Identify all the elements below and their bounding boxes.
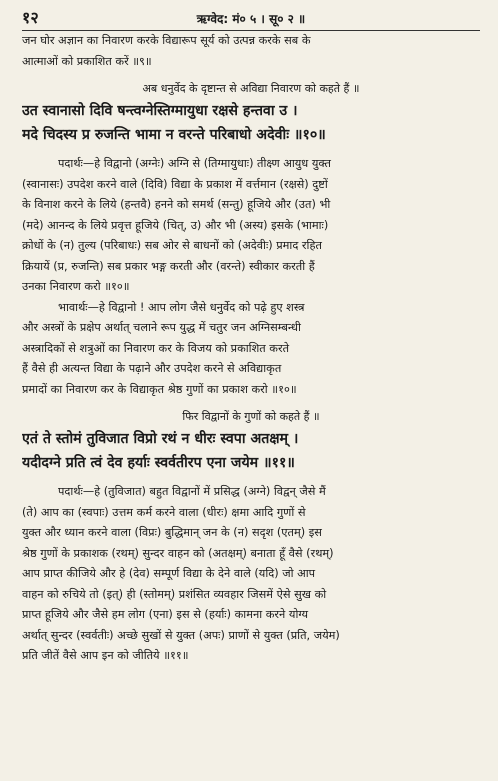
padartha-line: (ते) आप का (स्वपाः) उत्तम कर्म करने वाला (धीरः) क्षमा आदि गुणों से	[22, 505, 306, 519]
padartha-line: उनका निवारण करो ॥१०॥	[22, 280, 130, 293]
padartha-line: के विनाश करने के लिये (हन्तवै) हनने को समर्थ (सन्तु) हूजिये और (उत) भी	[22, 198, 331, 211]
page-number: १२	[22, 8, 39, 27]
padartha-line: युक्त और ध्यान करने वाला (विप्रः) बुद्धिमान् जन के (न) सदृश (एतम्) इस	[22, 526, 322, 539]
padartha-line: आप प्राप्त कीजिये और हे (देव) सम्पूर्ण विद्या के देने वाले (यदि) जो आप	[22, 567, 316, 580]
text-line: आत्माओं को प्रकाशित करें ॥९॥	[22, 54, 152, 68]
running-title: ऋग्वेद: मं० ५ । सू० २ ॥	[196, 12, 306, 26]
mantra-line: एतं ते स्तोमं तुविजात विप्रो रथं न धीरः स्वपा अतक्षम् ।	[22, 431, 299, 447]
padartha-line: क्रोधों के (न) तुल्य (परिबाधः) सब ओर से बाधनों को (अदेवीः) प्रमाद रहित	[22, 239, 322, 252]
padartha-line: अर्थात् सुन्दर (स्वर्वतीः) अच्छे सुखों से युक्त (अपः) प्राणों से युक्त (प्रति, जयेम)	[22, 628, 340, 642]
text-line: जन घोर अज्ञान का निवारण करके विद्यारूप सूर्य को उत्पन्न करके सब के	[22, 34, 311, 47]
bhavartha-line: और अस्त्रों के प्रक्षेप अर्थात् चलाने रूप युद्ध में चतुर जन अग्निसम्बन्धी	[22, 321, 301, 334]
page-header	[22, 6, 480, 31]
padartha-line: प्राप्त हूजिये और जैसे हम लोग (एना) इस से (हर्याः) कामना करने योग्य	[22, 608, 309, 621]
padartha-line: पदार्थः—हे (तुविजात) बहुत विद्वानों में प्रसिद्ध (अग्ने) विद्वन् जैसे मैं	[58, 485, 326, 498]
padartha-line: पदार्थः—हे विद्वानो (अग्नेः) अग्नि से (तिग्मायुधाः) तीक्ष्ण आयुध युक्त	[58, 157, 331, 170]
padartha-line: श्रेष्ठ गुणों के प्रकाशक (रथम्) सुन्दर वाहन को (अतक्षम्) बनाता हूँ वैसे (रथम्)	[22, 546, 334, 560]
padartha-line: (स्वानासः) उपदेश करने वाले (दिवि) विद्या के प्रकाश में वर्त्तमान (रक्षसे) दुष्टों	[22, 177, 328, 191]
mantra-line: उत स्वानासो दिवि षन्त्वग्नेस्तिग्मायुधा रक्षसे हन्तवा उ ।	[22, 103, 298, 119]
bhavartha-line: अस्त्रादिकों से शत्रुओं का निवारण कर के विजय को प्रकाशित करते	[22, 341, 290, 355]
bhavartha-line: प्रमादों का निवारण कर के विद्याकृत श्रेष्ठ गुणों का प्रकाश करो ॥१०॥	[22, 382, 297, 396]
section-intro: अब धनुर्वेद के दृष्टान्त से अविद्या निवारण को कहते हैं ॥	[142, 82, 360, 95]
section-intro: फिर विद्वानों के गुणों को कहते हैं ॥	[182, 410, 320, 423]
padartha-line: क्रियायें (प्र, रुजन्ति) सब प्रकार भङ्ग करती और (वरन्ते) स्वीकार करती हैं	[22, 259, 315, 273]
padartha-line: (मदे) आनन्द के लिये प्रवृत्त हूजिये (चित्, उ) और भी (अस्य) इसके (भामाः)	[22, 218, 329, 232]
padartha-line: वाहन को रुचिये तो (इत्) ही (स्तोमम्) प्रशंसित व्यवहार जिसमें ऐसे सुख को	[22, 587, 327, 601]
mantra-line: यदीदग्ने प्रति त्वं देव हर्याः स्वर्वतीरप एना जयेम ॥११॥	[22, 455, 295, 471]
bhavartha-line: हैं वैसे ही अत्यन्त विद्या के पढ़ाने और उपदेश करने से अविद्याकृत	[22, 362, 282, 375]
mantra-line: मदे चिदस्य प्र रुजन्ति भामा न वरन्ते परिबाधो अदेवीः ॥१०॥	[22, 127, 326, 143]
bhavartha-line: भावार्थः—हे विद्वानो ! आप लोग जैसे धनुर्वेद को पढ़े हुए शस्त्र	[58, 300, 305, 314]
padartha-line: प्रति जीतें वैसे आप इन को जीतिये ॥११॥	[22, 649, 189, 662]
